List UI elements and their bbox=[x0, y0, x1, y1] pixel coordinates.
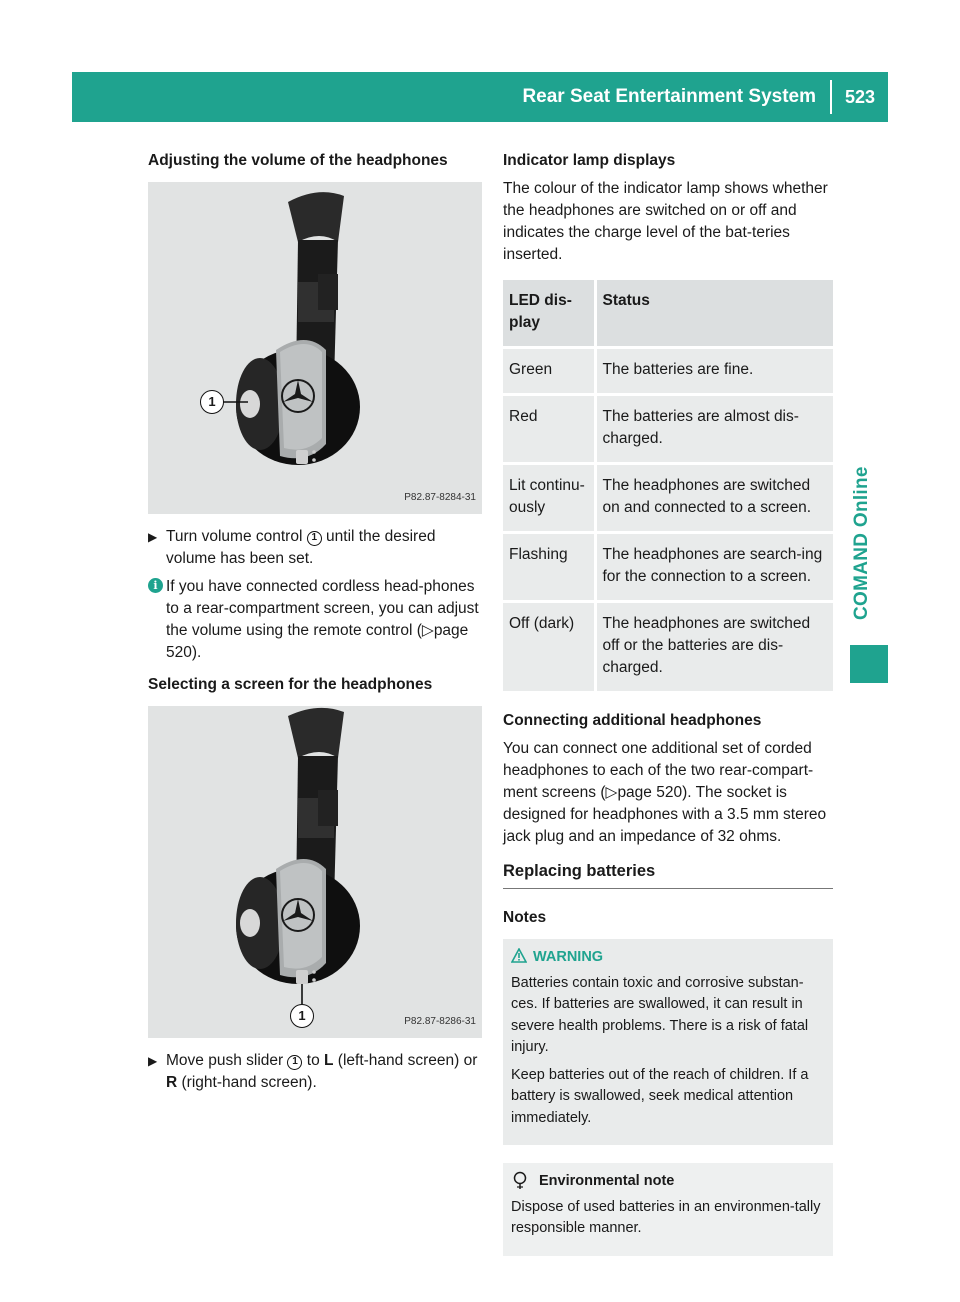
led-cell: Flashing bbox=[503, 533, 595, 602]
step-arrow-icon: ▶ bbox=[148, 1054, 158, 1068]
screen-heading: Selecting a screen for the headphones bbox=[148, 676, 433, 693]
step-text: Turn volume control bbox=[166, 528, 307, 545]
notes-heading: Notes bbox=[503, 909, 547, 926]
left-letter: L bbox=[324, 1052, 334, 1069]
figure-code: P82.87-8284-31 bbox=[404, 492, 476, 503]
warning-label: WARNING bbox=[533, 949, 604, 965]
status-cell: The batteries are fine. bbox=[595, 348, 833, 395]
page-number: 523 bbox=[844, 87, 876, 107]
step-text-end: (right-hand screen). bbox=[177, 1074, 317, 1091]
left-column bbox=[148, 150, 482, 1100]
step-text-mid2: (left-hand screen) or bbox=[333, 1052, 478, 1069]
led-cell: Green bbox=[503, 348, 595, 395]
step-arrow-icon: ▶ bbox=[148, 530, 158, 544]
table-row bbox=[503, 348, 833, 395]
warning-text-2: Keep batteries out of the reach of children. If a battery is swallowed, seek medical attention immediately. bbox=[511, 1066, 809, 1126]
environment-note-title bbox=[511, 1171, 825, 1193]
section-tab-label: COMAND Online bbox=[851, 466, 872, 620]
figure-code: P82.87-8286-31 bbox=[404, 1016, 476, 1027]
step-text-end: until the desired volume has been set. bbox=[166, 528, 436, 567]
right-column bbox=[503, 150, 833, 1256]
status-cell: The batteries are almost dis-charged. bbox=[595, 395, 833, 464]
connect-text bbox=[503, 738, 833, 848]
connect-text-end: ). The socket is designed for headphones with a 3.5 mm stereo jack plug and an impedance of 32 ohms. bbox=[503, 784, 827, 845]
led-cell: Off (dark) bbox=[503, 602, 595, 693]
step-text-mid: to bbox=[302, 1052, 325, 1069]
warning-text-1: Batteries contain toxic and corrosive substan-ces. If batteries are swallowed, it can result in severe health problems. There is a risk of fatal injury. bbox=[511, 974, 809, 1055]
section-tab-marker bbox=[850, 645, 888, 683]
chapter-title: Rear Seat Entertainment System bbox=[522, 86, 816, 107]
volume-heading: Adjusting the volume of the headphones bbox=[148, 152, 448, 169]
right-letter: R bbox=[166, 1074, 178, 1091]
page-header bbox=[72, 72, 888, 122]
warning-title bbox=[511, 947, 825, 969]
connect-text-start: You can connect one additional set of corded headphones to each of the two rear-compart-ment screens ( bbox=[503, 740, 814, 801]
indicator-heading: Indicator lamp displays bbox=[503, 152, 676, 169]
table-row bbox=[503, 533, 833, 602]
warning-box bbox=[503, 939, 833, 1145]
environment-note-box bbox=[503, 1163, 833, 1256]
indicator-text: The colour of the indicator lamp shows whether the headphones are switched on or off and indicates the charge level of the bat-teries inserted. bbox=[503, 180, 828, 263]
environment-note-text: Dispose of used batteries in an environmen-tally responsible manner. bbox=[511, 1198, 821, 1236]
warning-triangle-icon bbox=[511, 948, 527, 963]
volume-step bbox=[148, 526, 482, 570]
col-header-status: Status bbox=[595, 280, 833, 348]
table-row bbox=[503, 464, 833, 533]
headphones-illustration-2 bbox=[148, 706, 482, 1038]
info-text: If you have connected cordless head-phones to a rear-compartment screen, you can adjust the volume using the remote control ( bbox=[166, 578, 479, 639]
step-text: Move push slider bbox=[166, 1052, 288, 1069]
page-reference[interactable]: page 520 bbox=[617, 784, 683, 801]
table-header-row bbox=[503, 280, 833, 348]
environment-note-label: Environmental note bbox=[539, 1173, 675, 1189]
page-ref-arrow-icon: ▷ bbox=[421, 622, 434, 639]
replace-heading: Replacing batteries bbox=[503, 860, 833, 889]
info-icon: i bbox=[148, 578, 163, 593]
callout-1: 1 bbox=[200, 390, 224, 414]
table-row bbox=[503, 395, 833, 464]
status-cell: The headphones are switched off or the batteries are dis-charged. bbox=[595, 602, 833, 693]
callout-1: 1 bbox=[290, 1004, 314, 1028]
headphones-slider-figure bbox=[148, 706, 482, 1038]
callout-ref-1: 1 bbox=[307, 531, 322, 546]
slider-step bbox=[148, 1050, 482, 1094]
lightbulb-icon bbox=[513, 1171, 527, 1191]
page-ref-arrow-icon: ▷ bbox=[605, 784, 618, 801]
page-reference[interactable]: page 520 bbox=[166, 622, 469, 661]
led-status-table bbox=[503, 280, 833, 694]
led-cell: Red bbox=[503, 395, 595, 464]
connect-heading: Connecting additional headphones bbox=[503, 712, 762, 729]
info-note bbox=[148, 576, 482, 664]
status-cell: The headphones are search-ing for the connection to a screen. bbox=[595, 533, 833, 602]
status-cell: The headphones are switched on and connected to a screen. bbox=[595, 464, 833, 533]
headphones-illustration bbox=[148, 182, 482, 514]
col-header-led: LED dis-play bbox=[503, 280, 595, 348]
headphones-volume-figure bbox=[148, 182, 482, 514]
info-text-end: ). bbox=[191, 644, 202, 661]
table-row bbox=[503, 602, 833, 693]
callout-ref-1: 1 bbox=[287, 1055, 302, 1070]
led-cell: Lit continu-ously bbox=[503, 464, 595, 533]
